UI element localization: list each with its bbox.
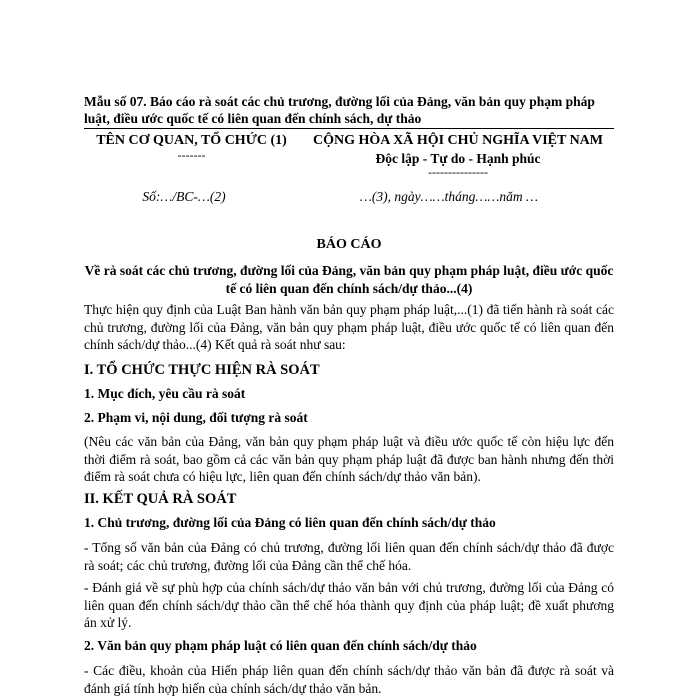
- form-title: Mẫu số 07. Báo cáo rà soát các chủ trương, đường lối của Đảng, văn bản quy phạm pháp luật, điều ước quốc tế có liên quan đến chính sách, dự thảo: [84, 94, 595, 126]
- intro-paragraph: Thực hiện quy định của Luật Ban hành văn bản quy phạm pháp luật,...(1) đã tiến hành rà soát các chủ trương, đường lối của Đảng, văn bản quy phạm pháp luật, điều ước quốc tế có liên quan đến chính sách/dự thảo...(4) Kết quả rà soát như sau:: [84, 302, 614, 352]
- section-2-item-2-bullet-1: - Các điều, khoản của Hiến pháp liên quan đến chính sách/dự thảo văn bản đã được rà soát và đánh giá tính hợp hiến của chính sách/dự thảo văn bản.: [84, 663, 614, 696]
- section-1-item-1: 1. Mục đích, yêu cầu rà soát: [84, 386, 246, 401]
- section-1-item-2: 2. Phạm vi, nội dung, đối tượng rà soát: [84, 410, 308, 425]
- organization-divider: -------: [177, 148, 206, 162]
- motto-divider: ---------------: [428, 165, 488, 179]
- section-2-item-1: 1. Chủ trương, đường lối của Đảng có liên quan đến chính sách/dự thảo: [84, 515, 496, 530]
- section-1-heading: I. TỔ CHỨC THỰC HIỆN RÀ SOÁT: [84, 362, 320, 378]
- organization-name: TÊN CƠ QUAN, TỔ CHỨC (1): [96, 133, 287, 148]
- section-2-item-1-bullet-1: - Tổng số văn bản của Đảng có chủ trương, đường lối liên quan đến chính sách/dự thảo đã được rà soát; các chủ trương, đường lối của Đảng cần thể chế hóa.: [84, 540, 614, 573]
- national-motto: Độc lập - Tự do - Hạnh phúc: [375, 151, 541, 166]
- section-2-heading: II. KẾT QUẢ RÀ SOÁT: [84, 491, 237, 507]
- report-subtitle: Về rà soát các chủ trương, đường lối của Đảng, văn bản quy phạm pháp luật, điều ước quốc tế có liên quan đến chính sách/dự thảo...(4): [84, 263, 614, 296]
- section-2-item-1-bullet-2: - Đánh giá về sự phù hợp của chính sách/dự thảo văn bản với chủ trương, đường lối của Đảng có liên quan đến chính sách/dự thảo cần thể chế hóa thành quy định của pháp luật; đề xuất phương án xử lý.: [84, 580, 614, 630]
- report-title: BÁO CÁO: [316, 237, 382, 252]
- document-date: …(3), ngày……tháng……năm …: [359, 189, 539, 204]
- title-underline: [84, 128, 614, 129]
- section-2-item-2: 2. Văn bản quy phạm pháp luật có liên quan đến chính sách/dự thảo: [84, 638, 477, 653]
- document-number: Số:…/BC-…(2): [142, 189, 226, 204]
- header-left: [84, 132, 299, 160]
- nation-name: CỘNG HÒA XÃ HỘI CHỦ NGHĨA VIỆT NAM: [312, 133, 603, 148]
- header-right: [302, 132, 614, 177]
- section-1-item-2-text: (Nêu các văn bản của Đảng, văn bản quy phạm pháp luật và điều ước quốc tế còn hiệu lực đến thời điểm rà soát, bao gồm cả các văn bản quy phạm pháp luật đã được ban hành nhưng đến thời điểm rà soát chưa có hiệu lực, liên quan đến chính sách/dự thảo văn bản).: [84, 434, 614, 484]
